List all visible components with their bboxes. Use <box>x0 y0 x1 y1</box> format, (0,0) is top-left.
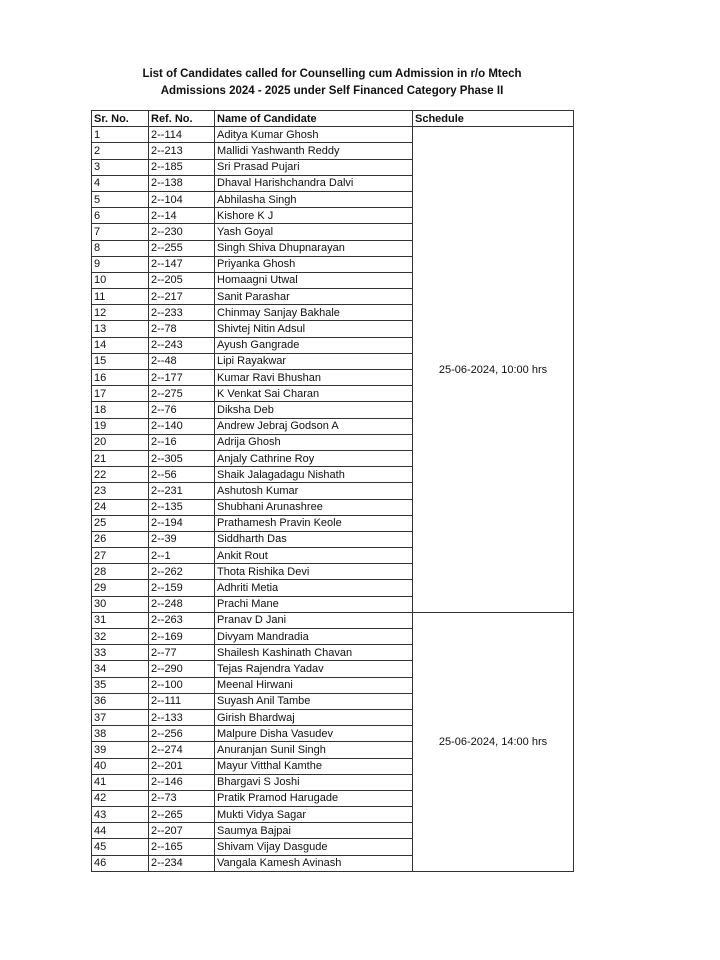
sr-no-cell: 46 <box>92 855 149 871</box>
ref-no-cell: 2--48 <box>149 353 215 369</box>
sr-no-cell: 26 <box>92 531 149 547</box>
candidate-name-cell: Ankit Rout <box>215 548 413 564</box>
sr-no-cell: 36 <box>92 693 149 709</box>
candidate-name-cell: Vangala Kamesh Avinash <box>215 855 413 871</box>
candidate-name-cell: Chinmay Sanjay Bakhale <box>215 305 413 321</box>
candidate-name-cell: Pratik Pramod Harugade <box>215 790 413 806</box>
candidate-name-cell: Andrew Jebraj Godson A <box>215 418 413 434</box>
candidate-name-cell: Tejas Rajendra Yadav <box>215 661 413 677</box>
candidate-name-cell: Prachi Mane <box>215 596 413 612</box>
sr-no-cell: 45 <box>92 839 149 855</box>
table-header-row <box>92 111 574 127</box>
candidate-name-cell: Mukti Vidya Sagar <box>215 807 413 823</box>
sr-no-cell: 7 <box>92 224 149 240</box>
sr-no-cell: 32 <box>92 629 149 645</box>
sr-no-cell: 41 <box>92 774 149 790</box>
ref-no-cell: 2--16 <box>149 434 215 450</box>
candidate-name-cell: Pranav D Jani <box>215 612 413 628</box>
ref-no-cell: 2--234 <box>149 855 215 871</box>
candidate-name-cell: Adrija Ghosh <box>215 434 413 450</box>
ref-no-cell: 2--39 <box>149 531 215 547</box>
candidate-name-cell: Abhilasha Singh <box>215 191 413 207</box>
ref-no-cell: 2--78 <box>149 321 215 337</box>
table-row <box>92 127 574 143</box>
schedule-cell: 25-06-2024, 10:00 hrs <box>413 127 574 613</box>
sr-no-cell: 31 <box>92 612 149 628</box>
sr-no-cell: 19 <box>92 418 149 434</box>
candidate-name-cell: Anuranjan Sunil Singh <box>215 742 413 758</box>
ref-no-cell: 2--104 <box>149 191 215 207</box>
sr-no-cell: 40 <box>92 758 149 774</box>
candidate-name-cell: Thota Rishika Devi <box>215 564 413 580</box>
candidate-name-cell: Diksha Deb <box>215 402 413 418</box>
candidate-name-cell: Kishore K J <box>215 208 413 224</box>
ref-no-cell: 2--177 <box>149 370 215 386</box>
ref-no-cell: 2--114 <box>149 127 215 143</box>
sr-no-cell: 8 <box>92 240 149 256</box>
ref-no-cell: 2--77 <box>149 645 215 661</box>
sr-no-cell: 9 <box>92 256 149 272</box>
header-ref-no: Ref. No. <box>149 111 215 127</box>
ref-no-cell: 2--165 <box>149 839 215 855</box>
candidate-name-cell: Meenal Hirwani <box>215 677 413 693</box>
sr-no-cell: 30 <box>92 596 149 612</box>
sr-no-cell: 12 <box>92 305 149 321</box>
header-schedule: Schedule <box>413 111 574 127</box>
ref-no-cell: 2--256 <box>149 726 215 742</box>
sr-no-cell: 1 <box>92 127 149 143</box>
sr-no-cell: 29 <box>92 580 149 596</box>
candidate-name-cell: Ashutosh Kumar <box>215 483 413 499</box>
candidate-name-cell: Shivam Vijay Dasgude <box>215 839 413 855</box>
sr-no-cell: 2 <box>92 143 149 159</box>
candidate-name-cell: Siddharth Das <box>215 531 413 547</box>
candidate-name-cell: Shivtej Nitin Adsul <box>215 321 413 337</box>
ref-no-cell: 2--185 <box>149 159 215 175</box>
sr-no-cell: 17 <box>92 386 149 402</box>
ref-no-cell: 2--262 <box>149 564 215 580</box>
sr-no-cell: 11 <box>92 289 149 305</box>
sr-no-cell: 16 <box>92 370 149 386</box>
ref-no-cell: 2--201 <box>149 758 215 774</box>
sr-no-cell: 4 <box>92 175 149 191</box>
ref-no-cell: 2--248 <box>149 596 215 612</box>
candidate-name-cell: Yash Goyal <box>215 224 413 240</box>
ref-no-cell: 2--230 <box>149 224 215 240</box>
ref-no-cell: 2--305 <box>149 450 215 466</box>
sr-no-cell: 10 <box>92 272 149 288</box>
ref-no-cell: 2--207 <box>149 823 215 839</box>
sr-no-cell: 24 <box>92 499 149 515</box>
candidate-name-cell: Ayush Gangrade <box>215 337 413 353</box>
ref-no-cell: 2--274 <box>149 742 215 758</box>
candidate-name-cell: Shaik Jalagadagu Nishath <box>215 467 413 483</box>
candidate-name-cell: Priyanka Ghosh <box>215 256 413 272</box>
ref-no-cell: 2--56 <box>149 467 215 483</box>
ref-no-cell: 2--14 <box>149 208 215 224</box>
candidate-name-cell: Adhriti Metia <box>215 580 413 596</box>
sr-no-cell: 5 <box>92 191 149 207</box>
candidate-name-cell: Dhaval Harishchandra Dalvi <box>215 175 413 191</box>
sr-no-cell: 28 <box>92 564 149 580</box>
sr-no-cell: 20 <box>92 434 149 450</box>
sr-no-cell: 14 <box>92 337 149 353</box>
candidate-name-cell: Sanit Parashar <box>215 289 413 305</box>
header-candidate-name: Name of Candidate <box>215 111 413 127</box>
sr-no-cell: 21 <box>92 450 149 466</box>
ref-no-cell: 2--275 <box>149 386 215 402</box>
sr-no-cell: 37 <box>92 709 149 725</box>
candidate-name-cell: Prathamesh Pravin Keole <box>215 515 413 531</box>
candidate-table <box>91 110 574 872</box>
candidate-name-cell: Bhargavi S Joshi <box>215 774 413 790</box>
candidate-name-cell: Divyam Mandradia <box>215 629 413 645</box>
ref-no-cell: 2--133 <box>149 709 215 725</box>
sr-no-cell: 44 <box>92 823 149 839</box>
sr-no-cell: 18 <box>92 402 149 418</box>
ref-no-cell: 2--73 <box>149 790 215 806</box>
ref-no-cell: 2--213 <box>149 143 215 159</box>
schedule-cell: 25-06-2024, 14:00 hrs <box>413 612 574 871</box>
candidate-name-cell: Shubhani Arunashree <box>215 499 413 515</box>
ref-no-cell: 2--255 <box>149 240 215 256</box>
sr-no-cell: 43 <box>92 807 149 823</box>
table-row <box>92 612 574 628</box>
candidate-name-cell: Singh Shiva Dhupnarayan <box>215 240 413 256</box>
ref-no-cell: 2--146 <box>149 774 215 790</box>
candidate-name-cell: Mayur Vitthal Kamthe <box>215 758 413 774</box>
candidate-name-cell: Mallidi Yashwanth Reddy <box>215 143 413 159</box>
table-body <box>92 127 574 872</box>
ref-no-cell: 2--231 <box>149 483 215 499</box>
ref-no-cell: 2--159 <box>149 580 215 596</box>
ref-no-cell: 2--265 <box>149 807 215 823</box>
sr-no-cell: 15 <box>92 353 149 369</box>
ref-no-cell: 2--263 <box>149 612 215 628</box>
candidate-name-cell: Girish Bhardwaj <box>215 709 413 725</box>
ref-no-cell: 2--138 <box>149 175 215 191</box>
sr-no-cell: 38 <box>92 726 149 742</box>
candidate-name-cell: Sri Prasad Pujari <box>215 159 413 175</box>
candidate-name-cell: Saumya Bajpai <box>215 823 413 839</box>
candidate-name-cell: Homaagni Utwal <box>215 272 413 288</box>
sr-no-cell: 34 <box>92 661 149 677</box>
candidate-name-cell: Malpure Disha Vasudev <box>215 726 413 742</box>
candidate-name-cell: Kumar Ravi Bhushan <box>215 370 413 386</box>
sr-no-cell: 23 <box>92 483 149 499</box>
ref-no-cell: 2--111 <box>149 693 215 709</box>
ref-no-cell: 2--290 <box>149 661 215 677</box>
candidate-name-cell: Suyash Anil Tambe <box>215 693 413 709</box>
document-title <box>0 66 664 100</box>
ref-no-cell: 2--1 <box>149 548 215 564</box>
sr-no-cell: 3 <box>92 159 149 175</box>
candidate-name-cell: Aditya Kumar Ghosh <box>215 127 413 143</box>
sr-no-cell: 25 <box>92 515 149 531</box>
header-sr-no: Sr. No. <box>92 111 149 127</box>
ref-no-cell: 2--135 <box>149 499 215 515</box>
sr-no-cell: 6 <box>92 208 149 224</box>
ref-no-cell: 2--205 <box>149 272 215 288</box>
ref-no-cell: 2--100 <box>149 677 215 693</box>
candidate-name-cell: Anjaly Cathrine Roy <box>215 450 413 466</box>
sr-no-cell: 39 <box>92 742 149 758</box>
sr-no-cell: 22 <box>92 467 149 483</box>
sr-no-cell: 33 <box>92 645 149 661</box>
ref-no-cell: 2--194 <box>149 515 215 531</box>
ref-no-cell: 2--76 <box>149 402 215 418</box>
sr-no-cell: 27 <box>92 548 149 564</box>
ref-no-cell: 2--217 <box>149 289 215 305</box>
candidate-name-cell: Shailesh Kashinath Chavan <box>215 645 413 661</box>
sr-no-cell: 42 <box>92 790 149 806</box>
sr-no-cell: 13 <box>92 321 149 337</box>
title-line-2: Admissions 2024 - 2025 under Self Financed Category Phase II <box>160 85 504 97</box>
sr-no-cell: 35 <box>92 677 149 693</box>
ref-no-cell: 2--147 <box>149 256 215 272</box>
ref-no-cell: 2--169 <box>149 629 215 645</box>
ref-no-cell: 2--233 <box>149 305 215 321</box>
ref-no-cell: 2--243 <box>149 337 215 353</box>
candidate-name-cell: Lipi Rayakwar <box>215 353 413 369</box>
ref-no-cell: 2--140 <box>149 418 215 434</box>
candidate-name-cell: K Venkat Sai Charan <box>215 386 413 402</box>
title-line-1: List of Candidates called for Counselling cum Admission in r/o Mtech <box>142 68 522 80</box>
